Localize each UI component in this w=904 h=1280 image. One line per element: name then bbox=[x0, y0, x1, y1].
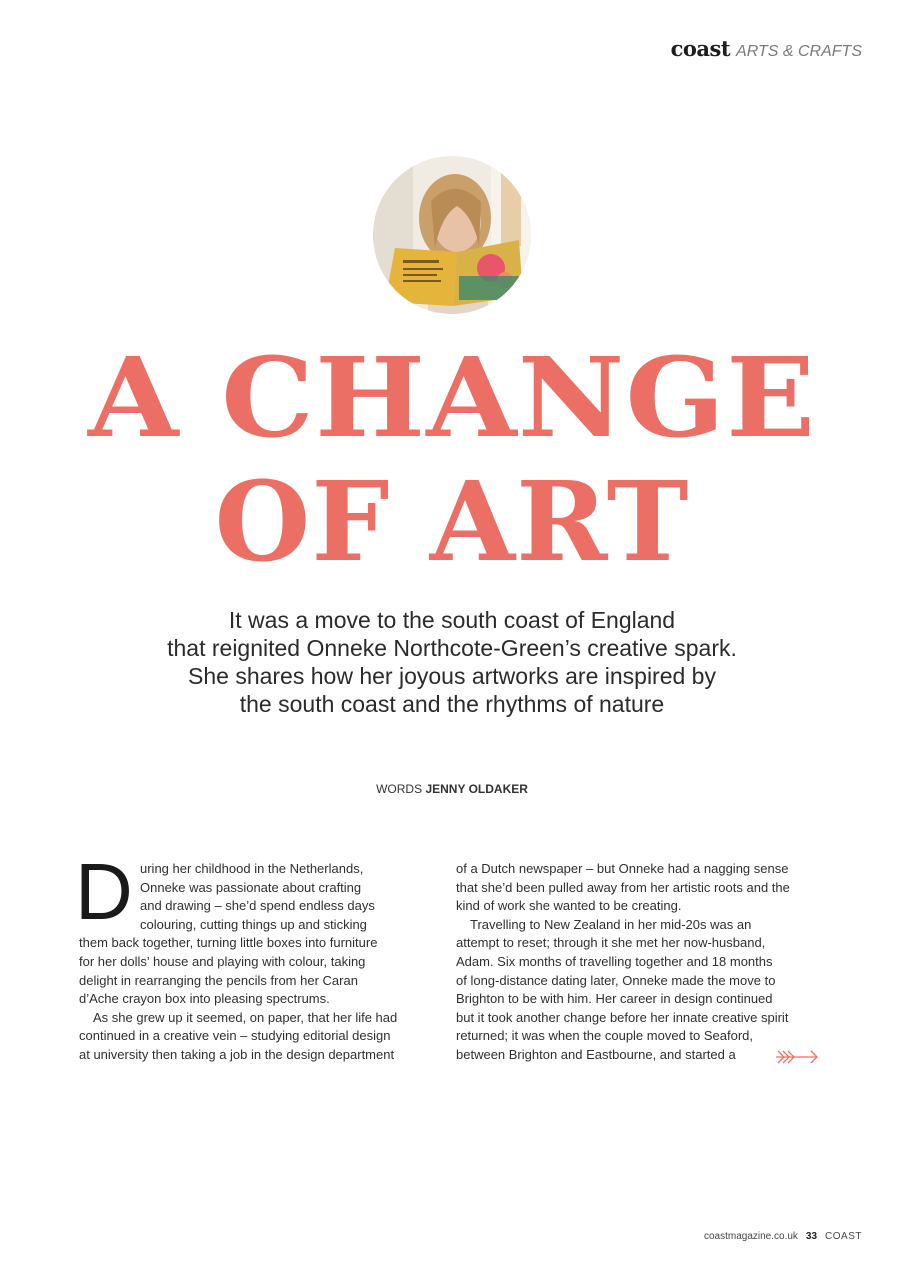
page-footer bbox=[704, 1231, 862, 1242]
standfirst bbox=[100, 606, 804, 718]
body-column-2 bbox=[456, 860, 812, 1065]
body-line: uring her childhood in the Netherlands, bbox=[140, 861, 364, 876]
running-header bbox=[671, 36, 862, 61]
body-line: of long-distance dating later, Onneke made the move to bbox=[456, 972, 776, 988]
body-line: kind of work she wanted to be creating. bbox=[456, 898, 682, 914]
byline-author: JENNY OLDAKER bbox=[425, 782, 528, 796]
body-line: As she grew up it seemed, on paper, that her life had bbox=[93, 1009, 398, 1025]
byline-label: WORDS bbox=[376, 782, 423, 796]
portrait-photo bbox=[373, 156, 531, 314]
section-label: ARTS & CRAFTS bbox=[736, 43, 862, 60]
standfirst-line: the south coast and the rhythms of nature bbox=[239, 691, 665, 717]
body-line: at university then taking a job in the design department bbox=[79, 1046, 395, 1062]
standfirst-line: She shares how her joyous artworks are inspired by bbox=[188, 663, 716, 689]
standfirst-line: It was a move to the south coast of England bbox=[228, 607, 676, 633]
drop-cap: D bbox=[75, 847, 133, 936]
body-column-1 bbox=[75, 847, 413, 1065]
body-line: attempt to reset; through it she met her now-husband, bbox=[456, 935, 766, 951]
headline-line-2: OF ART bbox=[214, 457, 690, 586]
body-line: delight in rearranging the pencils from her Caran bbox=[79, 972, 358, 988]
body-line: Onneke was passionate about crafting bbox=[140, 879, 362, 895]
body-line: but it took another change before her innate creative spirit bbox=[456, 1009, 789, 1025]
body-line: them back together, turning little boxes into furniture bbox=[79, 935, 378, 951]
body-line: Brighton to be with him. Her career in design continued bbox=[456, 991, 773, 1007]
brand-logo: coast bbox=[670, 36, 731, 61]
page-number: 33 bbox=[805, 1231, 818, 1242]
body-line: d’Ache crayon box into pleasing spectrums. bbox=[79, 991, 330, 1007]
body-line: that she’d been pulled away from her artistic roots and the bbox=[456, 879, 790, 895]
headline-line-1: A CHANGE bbox=[87, 333, 817, 462]
standfirst-line: that reignited Onneke Northcote-Green’s creative spark. bbox=[167, 635, 737, 661]
body-line: Adam. Six months of travelling together and 18 months bbox=[456, 953, 773, 969]
body-line: of a Dutch newspaper – but Onneke had a nagging sense bbox=[456, 861, 789, 876]
body-line: between Brighton and Eastbourne, and started a bbox=[456, 1046, 736, 1062]
body-line: and drawing – she’d spend endless days bbox=[140, 898, 375, 914]
body-line: continued in a creative vein – studying editorial design bbox=[79, 1028, 391, 1044]
body-line: returned; it was when the couple moved to Seaford, bbox=[456, 1028, 754, 1044]
arrow-icon bbox=[776, 1050, 818, 1064]
byline bbox=[0, 782, 904, 796]
footer-url: coastmagazine.co.uk bbox=[703, 1231, 798, 1242]
footer-magazine: COAST bbox=[825, 1231, 862, 1242]
body-line: colouring, cutting things up and sticking bbox=[140, 916, 367, 932]
body-line: for her dolls’ house and playing with colour, taking bbox=[79, 953, 366, 969]
body-line: Travelling to New Zealand in her mid-20s was an bbox=[470, 916, 752, 932]
